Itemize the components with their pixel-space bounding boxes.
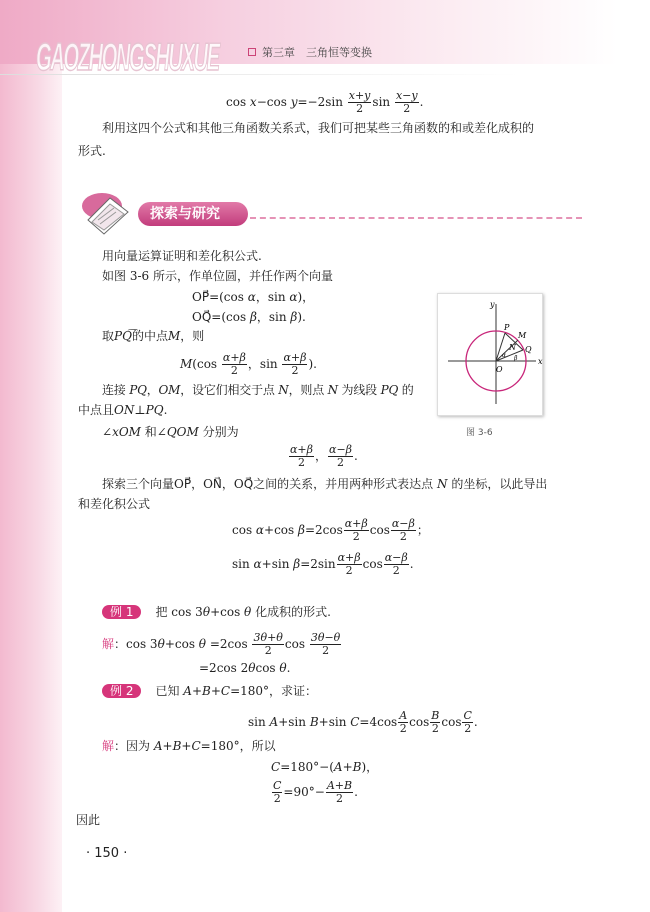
numerator: α−β [384,551,408,564]
text-segment: 分别为 [198,425,239,439]
text-segment: =−2sin [297,95,347,110]
math-variable: M [180,357,193,372]
text-line-e10 [288,444,358,469]
text-line-e6 [180,352,317,377]
denominator: 2 [431,722,439,736]
math-variable: y [290,95,298,110]
text-segment: 因此 [76,813,101,827]
text-segment: OP⃗=(cos [192,290,248,304]
math-variable: β [293,557,301,572]
denominator: 2 [352,530,360,544]
text-segment: =2sin [300,557,336,572]
numerator: x−y [395,89,418,102]
text-segment: ，sin [255,290,290,304]
math-variable: M [167,329,181,343]
numerator: A+B [326,779,353,792]
text-segment: 和∠ [140,425,167,439]
math-variable: α [247,290,256,304]
math-variable: C [350,715,360,730]
text-segment: 已知 [155,684,184,698]
numerator: x+y [348,89,371,102]
math-variable: A [269,715,279,730]
label-m: M [518,331,527,340]
numerator: C [273,779,282,792]
text-segment: +cos [164,637,199,652]
math-variable: β [249,310,257,324]
text-segment: )， [297,290,315,304]
math-variable: PQ [145,403,164,417]
label-beta: β [514,355,518,362]
text-segment: 形式. [78,144,106,158]
text-segment: 如图 3-6 所示，作单位圆，并任作两个向量 [102,269,333,283]
math-variable: θ [279,661,287,675]
math-variable: PQ [380,383,399,397]
text-segment: cos [409,715,430,730]
text-segment: =4cos [359,715,398,730]
text-segment: cos [284,637,309,652]
text-segment: ，则点 [288,383,328,397]
text-segment: +sin [278,715,310,730]
numerator: 3θ−θ [310,631,341,644]
math-variable: C [191,739,201,753]
book-icon [80,190,135,238]
text-line-x7 [271,761,378,773]
math-variable: C [271,760,281,774]
denominator: 2 [399,530,407,544]
math-variable: B [309,715,319,730]
math-variable: A [153,739,163,753]
fraction [282,352,307,377]
text-line-e5 [102,330,204,342]
text-segment: +sin [261,557,294,572]
text-segment: =180°−( [280,760,334,774]
page-number: · 150 · [86,846,128,861]
fraction [391,518,416,543]
solution-label: 解 [102,637,115,652]
label-x: x [538,357,543,366]
text-segment: sin [232,557,254,572]
label-q: Q [525,345,532,354]
text-line-e12 [78,498,150,510]
solution-label: 解 [102,739,115,753]
text-line-x5 [248,710,478,735]
text-segment: ，sin [256,310,291,324]
left-margin-band [0,0,62,912]
text-line-e13 [232,518,429,543]
text-segment: =90°− [283,785,325,800]
text-line-x6 [102,740,276,752]
text-segment: ， [315,449,328,464]
text-segment: cos [226,95,250,110]
math-variable: A [333,760,343,774]
fraction [337,552,362,577]
text-segment: cos [441,715,462,730]
text-segment: cos [362,557,383,572]
denominator: 2 [464,722,472,736]
text-line-x2 [102,632,342,657]
math-variable: PQ [129,383,147,397]
text-segment: sin [248,715,270,730]
text-line-e7 [102,384,414,396]
label-y: y [490,300,495,309]
numerator: 3θ+θ [253,631,283,644]
text-segment: . [354,785,358,800]
math-variable: PQ͡ [114,329,132,343]
denominator: 2 [322,644,330,658]
math-variable: OM [158,383,181,397]
text-segment: 为线段 [337,383,381,397]
text-segment: (cos [192,357,221,372]
math-variable: B [352,760,362,774]
text-segment: 取 [102,329,115,343]
text-line-x9 [76,814,100,826]
text-line-x1 [102,605,331,619]
math-variable: xOM [112,425,141,439]
label-p: P [504,323,510,332]
text-segment: 探索三个向量OP⃗，ON⃗，OQ⃗之间的关系，并用两种形式表达点 [102,477,437,491]
text-segment: ). [297,310,306,324]
text-segment: 化成积的形式. [251,605,331,619]
text-line-e3 [192,291,314,303]
math-variable: A [183,684,192,698]
text-segment: + [191,684,203,698]
text-segment: 用向量运算证明和差化积公式. [102,249,262,263]
math-variable: β [298,523,305,538]
fraction [252,632,283,657]
text-segment: ：因为 [114,739,154,753]
text-line-e1 [102,250,262,262]
denominator: 2 [345,564,353,578]
fraction [398,710,408,735]
text-segment: . [409,557,414,572]
fraction [384,552,409,577]
numerator: α+β [222,351,246,364]
denominator: 2 [264,644,272,658]
square-icon [248,48,256,56]
text-segment: =180°，所以 [200,739,276,753]
numerator: α+β [290,443,314,456]
denominator: 2 [230,364,238,378]
unit-circle-figure [437,293,543,416]
text-segment: ， [146,383,159,397]
numerator: α+β [344,517,368,530]
fraction [395,90,419,115]
chapter-text: 第三章 三角恒等变换 [262,46,372,59]
series-logo: GAOZHONGSHUXUE [36,35,219,79]
math-variable: ON [114,403,135,417]
math-variable: θ [248,661,256,675]
text-segment: 的 [398,383,414,397]
math-variable: B [172,739,182,753]
denominator: 2 [335,792,343,806]
text-segment: cos [369,523,390,538]
text-line-p2 [78,145,106,157]
math-variable: B [202,684,211,698]
denominator: 2 [298,456,305,470]
denominator: 2 [273,792,281,806]
label-o: O [496,365,503,374]
numerator: α+β [283,351,307,364]
chapter-title [248,44,372,60]
text-line-x4 [102,684,317,698]
text-segment: 利用这四个公式和其他三角函数关系式，我们可把某些三角函数的和或差化成积的 [102,121,535,135]
text-segment: +cos [264,523,299,538]
text-segment: + [210,684,221,698]
text-segment: ∠ [102,425,113,439]
numerator: α−β [391,517,415,530]
denominator: 2 [403,102,411,116]
math-variable: β [290,310,298,324]
fraction [328,444,353,469]
denominator: 2 [399,722,407,736]
text-segment: . [163,403,168,417]
text-segment: + [342,760,353,774]
text-line-e4 [192,311,306,323]
fraction [272,780,282,805]
text-segment: 连接 [102,383,130,397]
dashed-divider [250,217,582,219]
fraction [326,780,353,805]
fraction [222,352,247,377]
numerator: α+β [337,551,361,564]
math-variable: N [327,383,338,397]
text-segment: cos [255,661,280,675]
text-line-e2 [102,270,333,282]
example-badge: 例 1 [102,605,141,619]
text-line-f0 [226,90,423,115]
text-segment: =180°，求证： [230,684,318,698]
math-variable: N [278,383,289,397]
label-n: N [509,343,516,352]
example-badge: 例 2 [102,684,141,698]
denominator: 2 [291,364,299,378]
fraction [310,632,341,657]
text-segment: −cos [256,95,291,110]
numerator: A [399,709,408,722]
text-segment: sin [372,95,394,110]
math-variable: α [289,290,298,304]
fraction [344,518,369,543]
text-line-e14 [232,552,414,577]
text-segment: + [162,739,173,753]
fraction [430,710,440,735]
numerator: α−β [329,443,353,456]
text-segment: cos [232,523,256,538]
denominator: 2 [392,564,400,578]
math-variable: α [255,523,265,538]
denominator: 2 [337,456,345,470]
text-segment: )， [361,760,379,774]
text-segment: ，设它们相交于点 [180,383,279,397]
text-segment: =2cos [206,637,252,652]
text-line-x8 [271,780,358,805]
text-segment: . [419,95,424,110]
text-segment: =2cos [304,523,343,538]
text-segment: ，则 [180,329,205,343]
section-title: 探索与研究 [138,202,248,226]
text-segment: . [473,715,478,730]
text-line-p1 [102,122,534,134]
text-segment: +cos [210,605,245,619]
text-segment: . [286,661,291,675]
text-segment: ⊥ [134,403,146,417]
text-line-e11 [102,478,547,490]
text-segment: + [181,739,192,753]
math-variable: θ [198,637,207,652]
text-segment: ； [416,523,429,538]
label-alpha: α [502,352,507,359]
text-segment: 的坐标，以此导出 [447,477,548,491]
text-line-x3 [199,662,290,674]
text-segment: =2cos 2 [199,661,249,675]
text-line-e8 [78,404,167,416]
fraction [348,90,372,115]
text-line-e9 [102,426,239,438]
text-segment: ：cos 3 [114,637,158,652]
numerator: B [431,709,440,722]
fraction [289,444,314,469]
text-segment: 中点且 [78,403,115,417]
fraction [462,710,472,735]
text-segment: +sin [318,715,351,730]
math-variable: θ [157,637,165,652]
text-segment: ，sin [247,357,282,372]
math-variable: N [437,477,448,491]
text-segment: ). [308,357,317,372]
text-segment: 把 cos 3 [155,605,203,619]
math-variable: C [220,684,231,698]
text-segment: 和差化积公式 [78,497,151,511]
text-segment: OQ⃗=(cos [192,310,250,324]
math-variable: QOM [166,425,199,439]
math-variable: θ [202,605,211,619]
text-segment: . [354,449,358,464]
math-variable: θ [244,605,252,619]
text-segment: 的中点 [131,329,168,343]
denominator: 2 [356,102,364,116]
figure-caption: 图 3-6 [466,428,493,438]
numerator: C [463,709,472,722]
math-variable: x [249,95,257,110]
math-variable: α [253,557,262,572]
